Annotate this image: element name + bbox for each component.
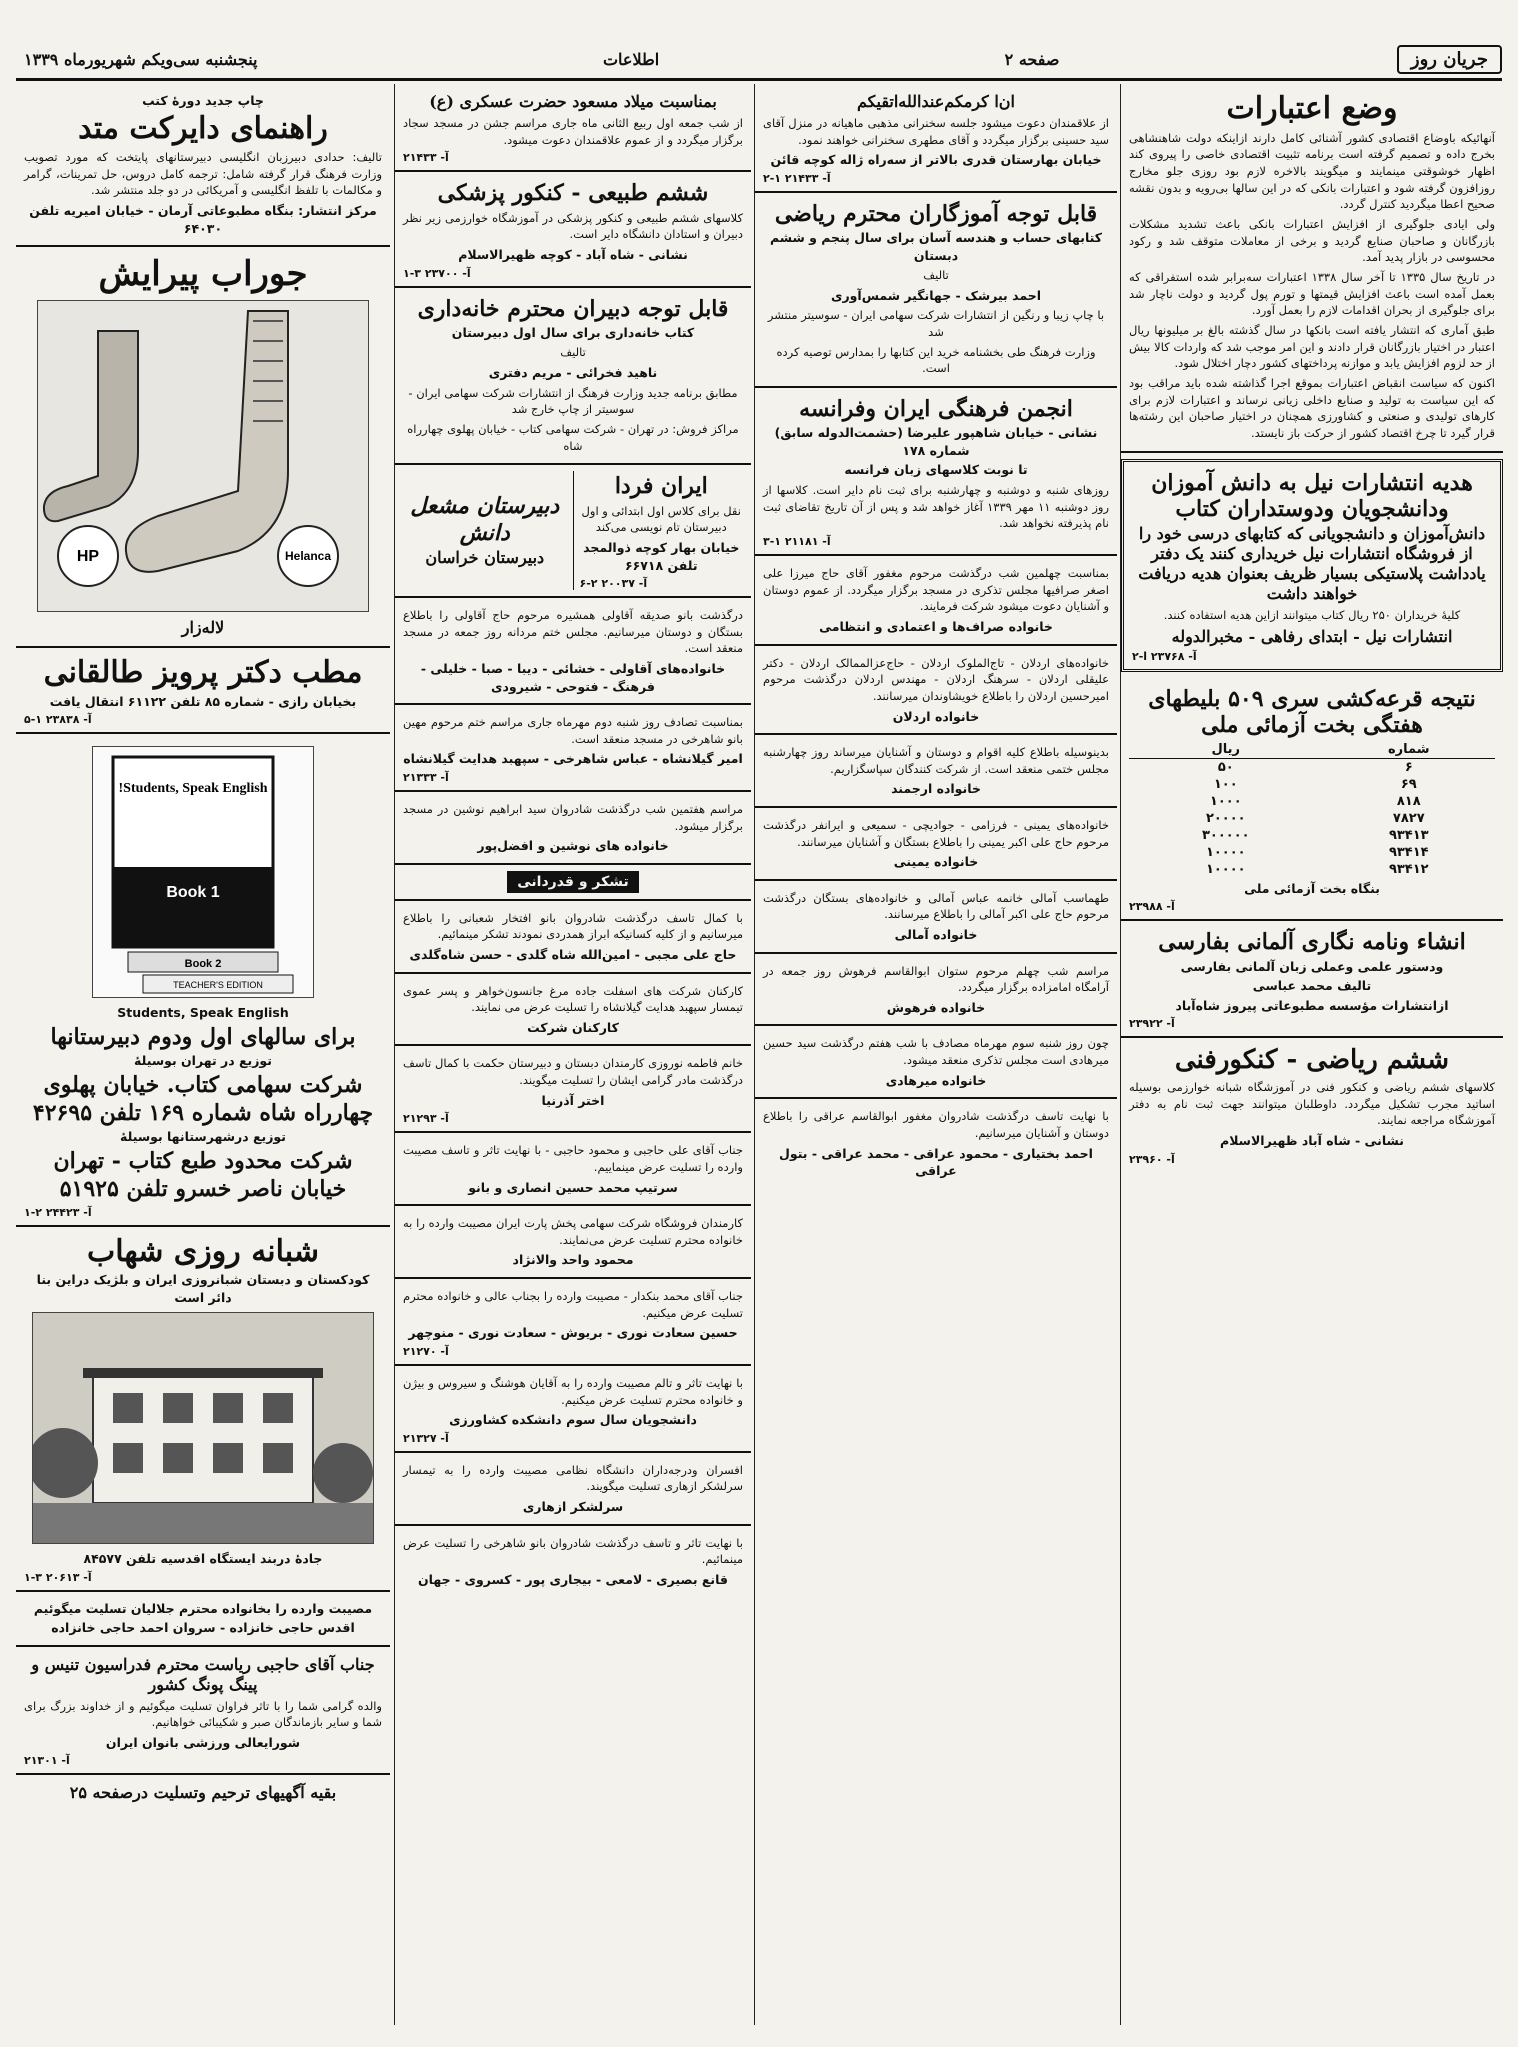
masthead	[16, 40, 1502, 81]
ad-socks-title: جوراب پیرایش	[98, 254, 308, 295]
ad-ref: آ- ۲۳۹۸۸	[1129, 900, 1175, 914]
ad-book-line: توزیع در تهران بوسیلهٔ	[134, 1053, 272, 1068]
thanks-notice	[395, 1279, 751, 1366]
sock-icon	[38, 301, 368, 611]
editorial-paragraph: آنهائیکه باوضاع اقتصادی کشور آشنائی کامل دارند ازاینکه دولت شاهنشاهی بخرج داده و تصمیم گرفته است برنامه تثبیت اقتصادی خاصی را پیروی کند اظهار خوشوقتی مینمایند و میگویند بالاخره لازم بود روزی جلو مخارج روزافزون گرفته شود و اعتبارات بانکی که در این سالها بی‌رویه و بدون نقشه صحیح اعطا میگردید کنترل گردد.	[1129, 130, 1495, 212]
ad-book-line: برای سالهای اول ودوم دبیرستانها	[50, 1023, 356, 1050]
condolence-notice	[755, 808, 1117, 881]
brand-helanca: Helanca	[284, 549, 332, 564]
ad-center: مرکز انتشار: بنگاه مطبوعاتی آرمان - خیابان امیریه تلفن ۶۴۰۳۰	[29, 203, 377, 236]
notice-body: از شب جمعه اول ربیع الثانی ماه جاری مراسم جشن در مسجد سجاد برگزار میگردد و از عموم علاقمندان دعوت میشود.	[403, 116, 743, 147]
condolence-family: خانواده صراف‌ها و اعتمادی و انتظامی	[819, 619, 1053, 635]
ad-ref: آ- ۲۱۴۳۳	[403, 151, 449, 165]
column-3	[394, 84, 751, 2025]
obituary-family: امیر گیلانشاه - عباس شاهرخی - سپهبد هدایت گیلانشاه	[403, 751, 743, 767]
notice-body: کلاسهای ششم طبیعی و کنکور پزشکی در آموزشگاه خوارزمی زیر نظر دبیران و استادان دانشگاه دایر است.	[403, 210, 743, 242]
ad-ref: آ- ۲۴۴۲۳ ۲-۱	[24, 1205, 92, 1219]
building-photo	[32, 1312, 374, 1544]
notice-note: مراکز فروش: در تهران - شرکت سهامی کتاب - خیابان پهلوی چهارراه شاه	[407, 421, 739, 453]
condolence-title: جناب آقای حاجبی ریاست محترم فدراسیون تنیس و پینگ پونگ کشور	[31, 1654, 375, 1694]
notice-birthday	[395, 84, 751, 172]
thanks-body: کارکنان شرکت های اسفلت جاده مرغ جانسون‌خواهر و پسر عموی تیمسار سپهبد هدایت گیلانشاه را تسلیت عرض می نمایند.	[403, 983, 743, 1015]
ad-school-sub: دبیرستان خراسان	[425, 548, 545, 568]
lottery-number: ۹۳۴۱۳	[1388, 827, 1429, 843]
table-row	[1129, 844, 1495, 861]
ad-konkur-address: نشانی - شاه آباد ظهیرالاسلام	[1220, 1133, 1404, 1149]
table-row	[1129, 827, 1495, 844]
condolence-notice	[755, 735, 1117, 808]
ad-iran-farda	[573, 471, 744, 590]
table-row	[1129, 776, 1495, 793]
notice-iran-france	[755, 388, 1117, 556]
paper-name: اطلاعات	[602, 49, 660, 69]
condolence-notice	[755, 881, 1117, 954]
condolence-body: خانواده‌های اردلان - تاج‌الملوک اردلان - حاج‌عزالممالک اردلان - دکتر علیقلی اردلان - سرهنگ اردلان - مهندس اردلان درگذشت مرحوم امیرحسین اردلان را باطلاع خویشاوندان میرسانند.	[763, 655, 1109, 703]
ad-nil-body: دانش‌آموزان و دانشجویانی که کتابهای درسی خود را از فروشگاه انتشارات نیل خریداری کنند یک دفتر یادداشت پلاستیکی بسیار ظریف بعنوان هدیه دریافت خواهند داشت	[1138, 524, 1486, 604]
obituary	[395, 792, 751, 865]
obituary-body: درگذشت بانو صدیقه آقاولی همشیره مرحوم حاج آقاولی را باطلاع بستگان و دوستان میرسانیم. مجلس ختم مردانه روز جمعه در مسجد منعقد است.	[403, 608, 743, 656]
condolence-body: مراسم شب چهلم مرحوم ستوان ابوالقاسم فرهوش روز جمعه در آرامگاه امامزاده برگزار میگردد.	[763, 963, 1109, 995]
ad-ref: آ- ۲۱۳۳۳	[403, 770, 449, 784]
notice-subtitle: تا نوبت کلاسهای زبان فرانسه	[844, 462, 1028, 478]
ad-body: تالیف: حدادی دبیرزبان انگلیسی دبیرستانهای پایتخت که مورد تصویب وزارت فرهنگ قرار گرفته شامل: ترجمه کامل دروس، حل تمرینات، گرامر و مکالمات با تلفظ انگلیسی و آمریکائی در دو جلد منتشر شد.	[24, 150, 382, 198]
notice-title: ان‌ا کرمکم‌عندالله‌اتقیکم	[857, 92, 1015, 111]
lottery-number: ۷۸۲۷	[1392, 810, 1425, 826]
ad-ref: آ- ۲۰۰۳۷ ۲-۶	[579, 577, 648, 591]
thanks-body: جناب آقای علی حاجبی و محمود حاجبی - با نهایت تاثر و تاسف مصیبت وارده را تسلیت عرض مینماییم.	[403, 1143, 743, 1174]
notice-title: انجمن فرهنگی ایران وفرانسه	[799, 396, 1073, 423]
thanks-notice	[395, 901, 751, 974]
ad-book-line: شرکت سهامی کتاب. خیابان پهلوی	[43, 1071, 363, 1098]
thanks-notice	[395, 1453, 751, 1526]
column-2	[754, 84, 1117, 2025]
thanks-body: جناب آقای محمد بنکدار - مصیبت وارده را بجناب عالی و خانواده محترم تسلیت عرض میکنیم.	[403, 1288, 743, 1320]
book-icon	[93, 747, 313, 997]
ad-german-body: ودستور علمی وعملی زبان آلمانی بفارسی	[1180, 958, 1444, 974]
ad-ref: آ- ۲۳۹۶۰	[1129, 1152, 1175, 1166]
notice-address: نشانی - خیابان شاهپور علیرضا (حشمت‌الدوله سابق) شماره ۱۷۸	[774, 425, 1098, 458]
notice-body: روزهای شنبه و دوشنبه و چهارشنبه برای ثبت نام دایر است. کلاسها از روز دوشنبه ۱۱ مهر ۱۳۳۹ آغاز خواهد شد و پس از آن تاریخ تقاضای ثبت نام پذیرفته نخواهد شد.	[763, 482, 1110, 531]
table-row	[1129, 810, 1495, 827]
thanks-label: تشکر و قدردانی	[507, 871, 639, 893]
column-1	[1120, 84, 1503, 2025]
condolence-notice	[755, 1099, 1117, 1187]
lottery-prize: ۵۰	[1217, 759, 1234, 775]
ad-socks	[16, 247, 390, 648]
ad-ref: آ- ۲۳۹۲۲	[1129, 1017, 1175, 1031]
notice-math-books	[755, 193, 1117, 388]
notice-details: مطابق برنامه جدید وزارت فرهنگ از انتشارات شرکت سهامی ایران - سوسیتر از چاپ خارج شد	[408, 385, 738, 417]
ad-iran-title: ایران فردا	[614, 473, 708, 500]
ad-ref: آ- ۲۱۴۳۳ ۱-۲	[763, 171, 831, 185]
editorial-title: وضع اعتبارات	[1226, 91, 1398, 126]
thanks-signature: دانشجویان سال سوم دانشکده کشاورزی	[449, 1412, 697, 1428]
ad-ref: آ- ۲۱۱۸۱ ۱-۳	[763, 535, 831, 548]
ad-nil-note: کلیهٔ خریداران ۲۵۰ ریال کتاب میتوانند ازاین هدیه استفاده کنند.	[1163, 608, 1461, 623]
obituary	[395, 705, 751, 792]
lottery-results	[1121, 678, 1503, 921]
condolence-family: خانواده میرهادی	[885, 1072, 987, 1088]
thanks-signature: کارکنان شرکت	[527, 1019, 619, 1035]
ad-german	[1121, 921, 1503, 1038]
ad-ref: آ- ۲۱۲۹۳	[403, 1112, 449, 1126]
notice-body: کتاب خانه‌داری برای سال اول دبیرستان	[451, 324, 695, 340]
section-brand: جریان روز	[1397, 45, 1502, 74]
cover-book1: Book 1	[166, 884, 220, 902]
lottery-prize: ۱۰۰	[1213, 776, 1238, 792]
condolence-notice	[755, 954, 1117, 1027]
ad-boarding	[16, 1227, 390, 1592]
socks-illustration	[37, 300, 369, 612]
footer-note: بقیه آگهیهای ترحیم وتسلیت درصفحه ۲۵	[69, 1783, 337, 1803]
ad-ref: آ- ۲۳۷۰۰ ۳-۱	[403, 266, 471, 280]
thanks-body: خانم فاطمه نوروزی کارمندان دبستان و دبیرستان حکمت با کمال تاسف درگذشت مادر گرامی ایشان را تسلیت میگویند.	[403, 1056, 743, 1088]
lottery-prize: ۱۰۰۰۰	[1205, 861, 1246, 877]
thanks-body: با نهایت تاثر و تاسف درگذشت شادروان بانو شاهرخی را تسلیت عرض مینمائیم.	[403, 1535, 743, 1567]
thanks-body: کارمندان فروشگاه شرکت سهامی پخش پارت ایران مصیبت وارده را به خانواده محترم تسلیت عرض می‌نمایند.	[403, 1216, 743, 1247]
lottery-prize: ۳۰۰۰۰۰	[1201, 827, 1250, 843]
lottery-prize: ۲۰۰۰۰	[1205, 810, 1246, 826]
ad-boarding-title: شبانه روزی شهاب	[87, 1233, 319, 1269]
notice-details: با چاپ زیبا و رنگین از انتشارات شرکت سهامی ایران - سوسیتر منتشر شد	[767, 308, 1105, 340]
cover-book2: Book 2	[184, 958, 222, 971]
lottery-number: ۹۳۴۱۴	[1388, 844, 1429, 860]
lottery-table	[1129, 741, 1495, 878]
editorial-paragraph: در تاریخ سال ۱۳۳۵ تا آخر سال ۱۳۳۸ اعتبارات سه‌برابر شده استفراقی که بعمل آمده است باعث افزایش قیمتها و تورم پول گردید و دولت ناچار شد برای جلوگیری از بحران اقدامات لازم را بعمل آورد.	[1129, 269, 1495, 318]
lottery-number: ۶۹	[1400, 776, 1417, 792]
thanks-body: افسران ودرجه‌داران دانشگاه نظامی مصیبت وارده را به تیمسار سرلشکر ازهاری تسلیت میگویند.	[403, 1462, 743, 1494]
ad-nil-footer: انتشارات نیل - ابتدای رفاهی - مخبرالدوله	[1171, 627, 1453, 647]
ad-schools	[395, 465, 751, 598]
condolence-notice	[755, 1026, 1117, 1099]
ad-nil	[1121, 459, 1503, 672]
condolence-family: خانواده اردلان	[892, 708, 980, 724]
ad-ref: آ- ۲۱۳۰۱	[24, 1754, 70, 1768]
table-row	[1129, 861, 1495, 878]
ad-title: راهنمای دایرکت متد	[78, 110, 328, 146]
column-4	[16, 84, 390, 2025]
editorial-paragraph: ولی ایادی جلوگیری از افزایش اعتبارات بانکی باعث تشدید مشکلات بازرگانان و صاحبان صنایع گردید و برخی از معاملات متوقف شد و رکود محسوسی در بازار پدید آمد.	[1129, 216, 1495, 265]
notice-author-label: تالیف	[923, 268, 949, 283]
lottery-col-number: شماره	[1323, 741, 1495, 759]
ad-iran-body: نقل برای کلاس اول ابتدائی و اول دبیرستان تام نویسی می‌کند	[581, 503, 741, 535]
ad-iran-address: خیابان بهار کوچه ذوالمجد تلفن ۶۶۷۱۸	[583, 540, 740, 573]
condolence-body: طهماسب آمالی خانمه عباس آمالی و خانواده‌های بستگان درگذشت مرحوم حاج علی اکبر آمالی را باطلاع میرسانند.	[763, 890, 1109, 922]
lottery-prize: ۱۰۰۰۰	[1205, 844, 1246, 860]
ad-german-author: تالیف محمد عباسی	[1252, 978, 1372, 994]
notice-body: کتابهای حساب و هندسه آسان برای سال پنجم و ششم دبستان	[769, 230, 1103, 263]
thanks-signature: سرلشکر ازهاری	[522, 1499, 624, 1515]
condolence-body: چون روز شنبه سوم مهرماه مصادف با شب هفتم درگذشت سید حسین میرهادی است مجلس تذکری منعقد میشود.	[763, 1036, 1109, 1068]
thanks-signature: قانع بصیری - لامعی - بیجاری پور - کسروی - جهان	[418, 1571, 728, 1587]
ad-book-line: شرکت محدود طبع کتاب - تهران	[53, 1147, 353, 1174]
ad-kicker: چاپ جدید دورهٔ کتب	[142, 93, 264, 108]
ad-german-title: انشاء ونامه نگاری آلمانی بفارسی	[1158, 929, 1466, 956]
condolence-body: بمناسبت چهلمین شب درگذشت مرحوم مغفور آقای حاج میرزا علی اصغر صرافیها مجلس تذکری در مسجد برگزار میگردد. از عموم دوستان و آشنایان دعوت میشود شرکت فرمایند.	[763, 566, 1109, 614]
cover-title: Students, Speak English!	[118, 781, 268, 797]
condolence-body: خانواده‌های یمینی - فرزامی - جوادیچی - سمیعی و ایرانفر درگذشت مرحوم حاج علی اکبر یمینی را باطلاع بستگان و آشنایان میرسانند.	[763, 817, 1109, 849]
editorial	[1121, 84, 1503, 453]
thanks-signature: حاج علی مجبی - امین‌الله شاه گلدی - حسن شاه‌گلدی	[409, 947, 737, 963]
table-row	[1129, 793, 1495, 810]
ad-ref: آ- ۲۰۶۱۳ ۳-۱	[24, 1570, 92, 1584]
ad-direct-method	[16, 84, 390, 247]
ad-ref: آ- ۲۳۸۳۸ ۱-۵	[24, 713, 92, 727]
ad-boarding-subtitle: کودکستان و دبستان شبانروزی ایران و بلژیک دراین بنا دائر است	[36, 1272, 370, 1305]
obituary-body: بمناسبت تصادف روز شنبه دوم مهرماه جاری مراسم ختم مرحوم مهین بانو شاهرخی در مسجد منعقد است.	[403, 715, 743, 746]
ad-konkur-body: کلاسهای ششم ریاضی و کنکور فنی در آموزشگاه شبانه خوارزمی بوسیله اساتید مجرب تشکیل میگردد. داوطلبان میتوانند جهت ثبت نام به دفتر آموزشگاه مراجعه نمایند.	[1129, 1080, 1495, 1128]
notice-medical-konkur	[395, 172, 751, 287]
thanks-signature: محمود واحد والانژاد	[512, 1252, 634, 1268]
ad-konkur	[1121, 1038, 1503, 1171]
condolence-family: خانواده یمینی	[893, 854, 979, 870]
obituary	[395, 598, 751, 705]
condolence-family: خانواده ارجمند	[891, 781, 981, 797]
ad-book-caption: Students, Speak English	[117, 1005, 289, 1021]
condolence-signature: شورایعالی ورزشی بانوان ایران	[105, 1734, 301, 1750]
thanks-body: با کمال تاسف درگذشت شادروان بانو افتخار شعبانی را باطلاع میرسانیم و از کلیه کسانیکه ابراز همدردی نمودند تشکر مینمائیم.	[403, 910, 743, 942]
notice-title: قابل توجه دبیران محترم خانه‌داری	[417, 295, 729, 322]
ad-doctor	[16, 648, 390, 734]
notice-title: ششم طبیعی - کنکور پزشکی	[437, 180, 709, 207]
ad-german-publisher: ازانتشارات مؤسسه مطبوعاتی پیروز شاه‌آباد	[1175, 997, 1449, 1013]
obituary-family: خانواده های نوشین و افضل‌پور	[477, 838, 669, 854]
condolence-body: بدینوسیله باطلاع کلیه اقوام و دوستان و آشنایان میرساند روز چهارشنبه مجلس ختمی منعقد است. از شرکت کنندگان سپاسگزاریم.	[763, 745, 1109, 776]
lottery-footer: بنگاه بخت آزمائی ملی	[1244, 880, 1380, 896]
notice-address: نشانی - شاه آباد - کوچه ظهیرالاسلام	[458, 247, 688, 263]
condolence-body: با نهایت تاسف درگذشت شادروان مغفور ابوالقاسم عراقی را باطلاع دوستان و آشنایان میرسانیم.	[763, 1109, 1109, 1140]
condolence-family: احمد بختیاری - محمود عراقی - محمد عراقی - بتول عراقی	[779, 1145, 1093, 1179]
ad-konkur-title: ششم ریاضی - کنکورفنی	[1174, 1045, 1450, 1076]
thanks-section	[395, 865, 751, 901]
book-cover-illustration	[92, 746, 314, 998]
lottery-number: ۹۳۴۱۲	[1388, 861, 1429, 877]
lottery-col-prize: ریال	[1129, 741, 1323, 759]
notice-author-label: تالیف	[560, 345, 586, 360]
ad-boarding-address: جادهٔ دربند ایستگاه اقدسیه تلفن ۸۴۵۷۷	[83, 1551, 323, 1567]
thanks-notice	[395, 1526, 751, 1597]
lottery-number: ۶	[1404, 759, 1413, 775]
ad-ref: آ- ۲۱۳۲۷	[403, 1431, 449, 1445]
condolence-notice	[16, 1647, 390, 1776]
building-icon	[33, 1313, 373, 1543]
condolence-notice	[16, 1592, 390, 1647]
obituary-family: خانواده‌های آقاولی - خشائی - دیبا - صبا - خلیلی - فرهنگ - فتوحی - شیرودی	[420, 661, 726, 694]
thanks-notice	[395, 1046, 751, 1133]
thanks-notice	[395, 1366, 751, 1453]
condolence-notice	[755, 556, 1117, 646]
thanks-signature: سرتیپ محمد حسین انصاری و بانو	[468, 1179, 678, 1195]
table-row	[1129, 758, 1495, 776]
ad-mashal-danesh	[403, 491, 567, 570]
cover-edition: TEACHER'S EDITION	[173, 980, 263, 991]
condolence-notice	[755, 646, 1117, 736]
condolence-family: خانواده فرهوش	[886, 999, 986, 1015]
notice-body: از علاقمندان دعوت میشود جلسه سخنرانی مذهبی ماهیانه در منزل آقای سید حسینی برگزار میگردد و آقای مطهری سخنرانی خواهند نمود.	[763, 116, 1109, 147]
ad-nil-title: هدیه انتشارات نیل به دانش آموزان ودانشجویان ودوستداران کتاب	[1151, 469, 1473, 522]
notice-title: قابل توجه آموزگاران محترم ریاضی	[774, 200, 1098, 227]
issue-date: پنجشنبه سی‌ویکم شهریورماه ۱۳۳۹	[24, 49, 258, 69]
notice-note: وزارت فرهنگ طی بخشنامه خرید این کتابها را بمدارس توصیه کرده است.	[776, 344, 1096, 376]
ad-doctor-address: بخیابان رازی - شماره ۸۵ تلفن ۶۱۱۲۲ انتقال یافت	[49, 693, 357, 709]
obituary-body: مراسم هفتمین شب درگذشت شادروان سید ابراهیم نوشین در مسجد برگزار میشود.	[403, 801, 743, 833]
ad-ref: آ- ۲۱۲۷۰	[403, 1344, 449, 1358]
condolence-family: خانواده آمالی	[894, 927, 978, 943]
lottery-number: ۸۱۸	[1396, 793, 1421, 809]
lottery-title: نتیجه قرعه‌کشی سری ۵۰۹ بلیطهای هفتگی بخت آزمائی ملی	[1148, 686, 1476, 739]
page-footer-note	[16, 1775, 390, 1811]
editorial-paragraph: طبق آماری که انتشار یافته است بانکها در سال گذشته بالغ بر میلیونها ریال اعتبار در اختیار بازرگانان قرار دادند و این امر موجب شد که واردات کالا بیش از حد لزوم افزایش یابد و موازنه پرداختهای کشور دچار اختلال شود.	[1129, 322, 1495, 371]
notice-authors: احمد بیرشک - جهانگیر شمس‌آوری	[831, 287, 1041, 303]
thanks-body: با نهایت تاثر و تالم مصیبت وارده را به آقایان هوشنگ و سیروس و بیژن و خانواده محترم تسلیت عرض میکنیم.	[403, 1375, 743, 1407]
editorial-paragraph: اکنون که سیاست انقباض اعتبارات بموقع اجرا گذاشته شده باید مراقب بود که این سیاست به تولید و صنایع داخلی زیانی نرساند و اعتبارات لازم برای کارهای تولیدی و صنعتی و کشاورزی همچنان در اختیار صاحبان این رشته‌ها قرار گیرد تا چرخ اقتصاد کشور از حرکت باز نایستد.	[1129, 375, 1495, 440]
notice-home-economics	[395, 288, 751, 466]
ad-doctor-title: مطب دکتر پرویز طالقانی	[43, 655, 363, 691]
notice-address: خیابان بهارستان قدری بالاتر از سه‌راه ژاله کوچه قائن	[770, 152, 1102, 168]
notice-religious	[755, 84, 1117, 193]
thanks-notice	[395, 974, 751, 1047]
thanks-signature: حسین سعادت نوری - بریوش - سعادت نوری - منوچهر	[408, 1325, 738, 1341]
ad-book-line: خیابان ناصر خسرو تلفن ۵۱۹۲۵	[59, 1176, 347, 1203]
ad-book	[16, 734, 390, 1226]
ad-book-line: چهارراه شاه شماره ۱۶۹ تلفن ۴۲۶۹۵	[32, 1099, 374, 1126]
ad-book-line: توزیع درشهرستانها بوسیلهٔ	[120, 1129, 286, 1145]
condolence-body: والده گرامی شما را با تاثر فراوان تسلیت میگوئیم و از خداوند بزرگ برای شما و سایر بازماندگان صبر و شکیبائی خواهانیم.	[24, 1698, 382, 1730]
lottery-prize: ۱۰۰۰	[1209, 793, 1242, 809]
thanks-signature: اختر آذرنیا	[541, 1092, 605, 1108]
brand-hp: HP	[76, 548, 100, 566]
ad-ref: آ- ۲۳۷۶۸ ا-۲	[1132, 650, 1197, 664]
ad-school-logo: دبیرستان مشعل دانش	[410, 493, 560, 546]
ad-socks-tagline: لاله‌زار	[181, 618, 225, 638]
notice-title: بمناسبت میلاد مسعود حضرت عسکری (ع)	[429, 92, 717, 111]
condolence-signature: اقدس حاجی خانزاده - سروان احمد حاجی خانزاده	[51, 1620, 355, 1636]
page-number: صفحه ۲	[1004, 49, 1060, 69]
condolence-body: مصیبت وارده را بخانواده محترم جلالیان تسلیت میگوئیم	[33, 1600, 373, 1616]
thanks-notice	[395, 1206, 751, 1279]
thanks-notice	[395, 1133, 751, 1206]
notice-authors: ناهید فخرائی - مریم دفتری	[488, 365, 658, 381]
